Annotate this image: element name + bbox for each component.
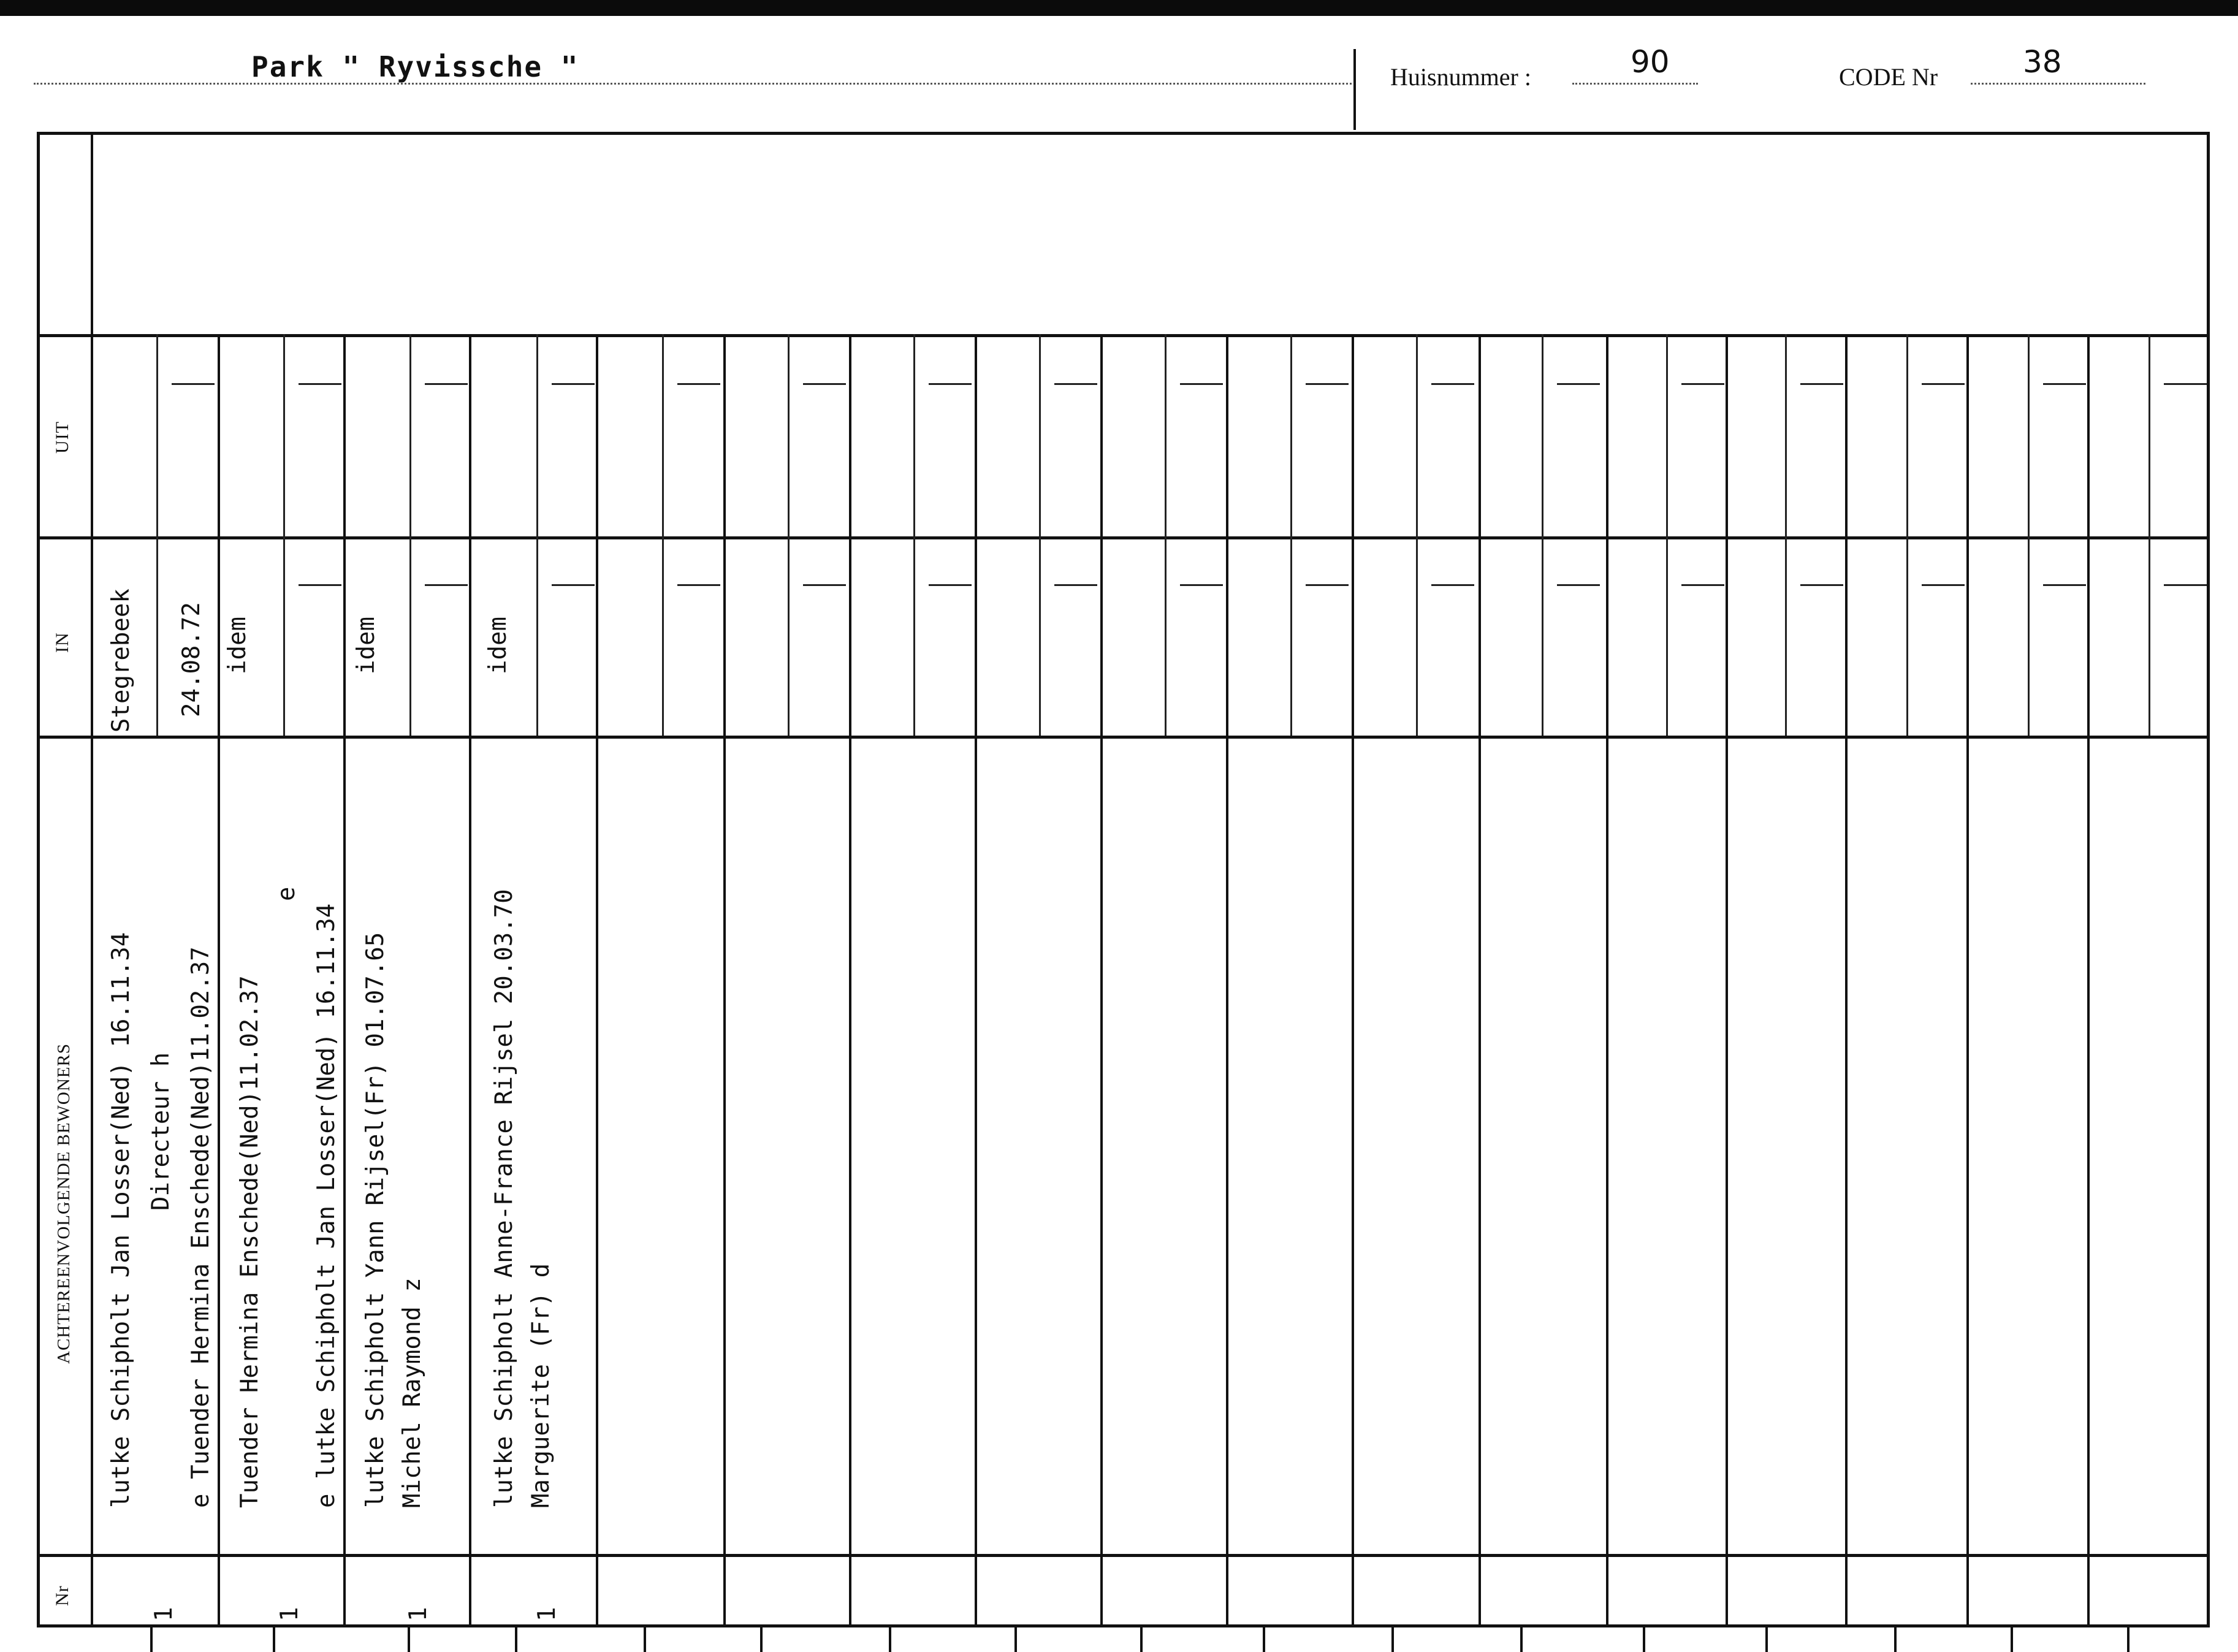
column-divider: [1479, 334, 1481, 1627]
bottom-tick: [1140, 1627, 1143, 1652]
bottom-tick: [1765, 1627, 1768, 1652]
sub-column-divider: [1039, 334, 1041, 736]
in-dash: [425, 584, 468, 586]
column-divider: [1226, 334, 1228, 1627]
bewoners-label: ACHTEREENVOLGENDE BEWONERS: [54, 1043, 74, 1364]
entry-4-line-1: lutke Schipholt Anne-France Rijsel 20.03.70: [490, 889, 518, 1508]
entry-3-nr: 1: [405, 1607, 432, 1621]
in-dash: [552, 584, 595, 586]
in-dash: [677, 584, 720, 586]
entry-2-in: idem: [224, 617, 251, 674]
label-column-divider: [91, 132, 93, 1627]
column-divider: [1100, 334, 1103, 1627]
entry-2-nr: 1: [276, 1607, 303, 1621]
sub-column-divider: [1416, 334, 1418, 736]
sub-column-divider: [913, 334, 915, 736]
bottom-tick: [1391, 1627, 1394, 1652]
entry-3-line-2: Michel Raymond z: [398, 1277, 426, 1508]
sub-column-divider: [788, 334, 790, 736]
entry-1-in-place: Stegrebeek: [107, 588, 135, 733]
uit-dash: [1054, 383, 1097, 385]
column-divider: [1726, 334, 1728, 1627]
column-divider: [1966, 334, 1969, 1627]
huisnummer-underline: [1572, 83, 1698, 85]
sub-column-divider: [409, 334, 411, 736]
bottom-tick: [2127, 1627, 2130, 1652]
in-label: IN: [52, 632, 72, 653]
column-divider: [1606, 334, 1608, 1627]
entry-2-line-1: Tuender Hermina Enschede(Ned)11.02.37: [236, 975, 264, 1508]
column-divider: [469, 334, 471, 1627]
header-divider: [1353, 49, 1356, 130]
column-divider: [723, 334, 726, 1627]
sub-column-divider: [1165, 334, 1167, 736]
street-underline: [34, 83, 1352, 85]
bottom-tick: [760, 1627, 763, 1652]
uit-dash: [1306, 383, 1349, 385]
entry-1-nr: 1: [150, 1607, 178, 1621]
entry-1-line-1: lutke Schipholt Jan Losser(Ned) 16.11.34: [107, 932, 135, 1508]
in-dash: [299, 584, 341, 586]
uit-dash: [425, 383, 468, 385]
nr-label: Nr: [52, 1585, 72, 1606]
bottom-tick: [273, 1627, 275, 1652]
sub-column-divider: [283, 334, 285, 736]
huisnummer-value: 90: [1631, 44, 1670, 80]
uit-dash: [1180, 383, 1223, 385]
uit-dash: [2043, 383, 2086, 385]
code-label: CODE Nr: [1839, 63, 1938, 91]
bottom-tick: [1894, 1627, 1897, 1652]
in-dash: [1800, 584, 1843, 586]
entry-1-in-date: 24.08.72: [178, 602, 205, 717]
uit-dash: [2164, 383, 2207, 385]
column-divider: [1352, 334, 1354, 1627]
in-dash: [1306, 584, 1349, 586]
sub-column-divider: [1542, 334, 1543, 736]
bottom-tick: [2011, 1627, 2013, 1652]
uit-dash: [1922, 383, 1965, 385]
uit-dash: [803, 383, 846, 385]
in-dash: [2164, 584, 2207, 586]
bottom-tick: [515, 1627, 517, 1652]
uit-dash: [172, 383, 215, 385]
column-divider: [218, 334, 220, 1627]
uit-dash: [299, 383, 341, 385]
in-dash: [1557, 584, 1600, 586]
uit-dash: [552, 383, 595, 385]
sub-column-divider: [1290, 334, 1292, 736]
in-dash: [1681, 584, 1724, 586]
entry-3-line-1: lutke Schipholt Yann Rijsel(Fr) 01.07.65: [362, 932, 389, 1508]
column-divider: [2087, 334, 2090, 1627]
bottom-tick: [644, 1627, 646, 1652]
entry-1-line-3: e Tuender Hermina Enschede(Ned)11.02.37: [187, 946, 215, 1508]
entry-4-nr: 1: [533, 1607, 561, 1621]
sub-column-divider: [156, 334, 158, 736]
bottom-tick: [1014, 1627, 1017, 1652]
sub-column-divider: [536, 334, 538, 736]
bottom-tick: [889, 1627, 891, 1652]
bottom-tick: [1643, 1627, 1645, 1652]
in-dash: [1431, 584, 1474, 586]
sub-column-divider: [1906, 334, 1908, 736]
column-divider: [343, 334, 346, 1627]
in-dash: [2043, 584, 2086, 586]
entry-1-line-2: Directeur h: [147, 1052, 175, 1211]
uit-dash: [677, 383, 720, 385]
row-divider-in-bewoners: [37, 736, 2210, 739]
sub-column-divider: [2028, 334, 2030, 736]
uit-dash: [929, 383, 972, 385]
in-dash: [929, 584, 972, 586]
entry-2-line-3: e lutke Schipholt Jan Losser(Ned) 16.11.34: [313, 903, 340, 1508]
uit-dash: [1681, 383, 1724, 385]
column-divider: [975, 334, 977, 1627]
sub-column-divider: [2149, 334, 2150, 736]
row-divider-uit-in: [37, 536, 2210, 539]
in-dash: [1922, 584, 1965, 586]
sub-column-divider: [1666, 334, 1668, 736]
huisnummer-label: Huisnummer :: [1390, 63, 1531, 91]
sub-column-divider: [1785, 334, 1787, 736]
top-border: [0, 0, 2238, 16]
entry-2-line-2: e: [273, 886, 300, 901]
code-value: 38: [2023, 44, 2062, 80]
in-dash: [1054, 584, 1097, 586]
sub-column-divider: [662, 334, 664, 736]
bottom-tick: [408, 1627, 410, 1652]
uit-label: UIT: [52, 421, 72, 454]
in-dash: [803, 584, 846, 586]
column-divider: [849, 334, 851, 1627]
bottom-tick: [150, 1627, 153, 1652]
uit-dash: [1557, 383, 1600, 385]
column-divider: [596, 334, 598, 1627]
in-dash: [1180, 584, 1223, 586]
bottom-tick: [1520, 1627, 1523, 1652]
entry-4-line-2: Marguerite (Fr) d: [527, 1263, 555, 1508]
bottom-tick: [1263, 1627, 1265, 1652]
column-divider: [1845, 334, 1848, 1627]
uit-dash: [1431, 383, 1474, 385]
code-underline: [1971, 83, 2145, 85]
uit-dash: [1800, 383, 1843, 385]
row-divider-bewoners-nr: [37, 1554, 2210, 1557]
street-name: Park " Ryvissche ": [251, 50, 579, 83]
row-divider-top: [37, 334, 2210, 337]
entry-4-in: idem: [484, 617, 512, 674]
entry-3-in: idem: [352, 617, 380, 674]
